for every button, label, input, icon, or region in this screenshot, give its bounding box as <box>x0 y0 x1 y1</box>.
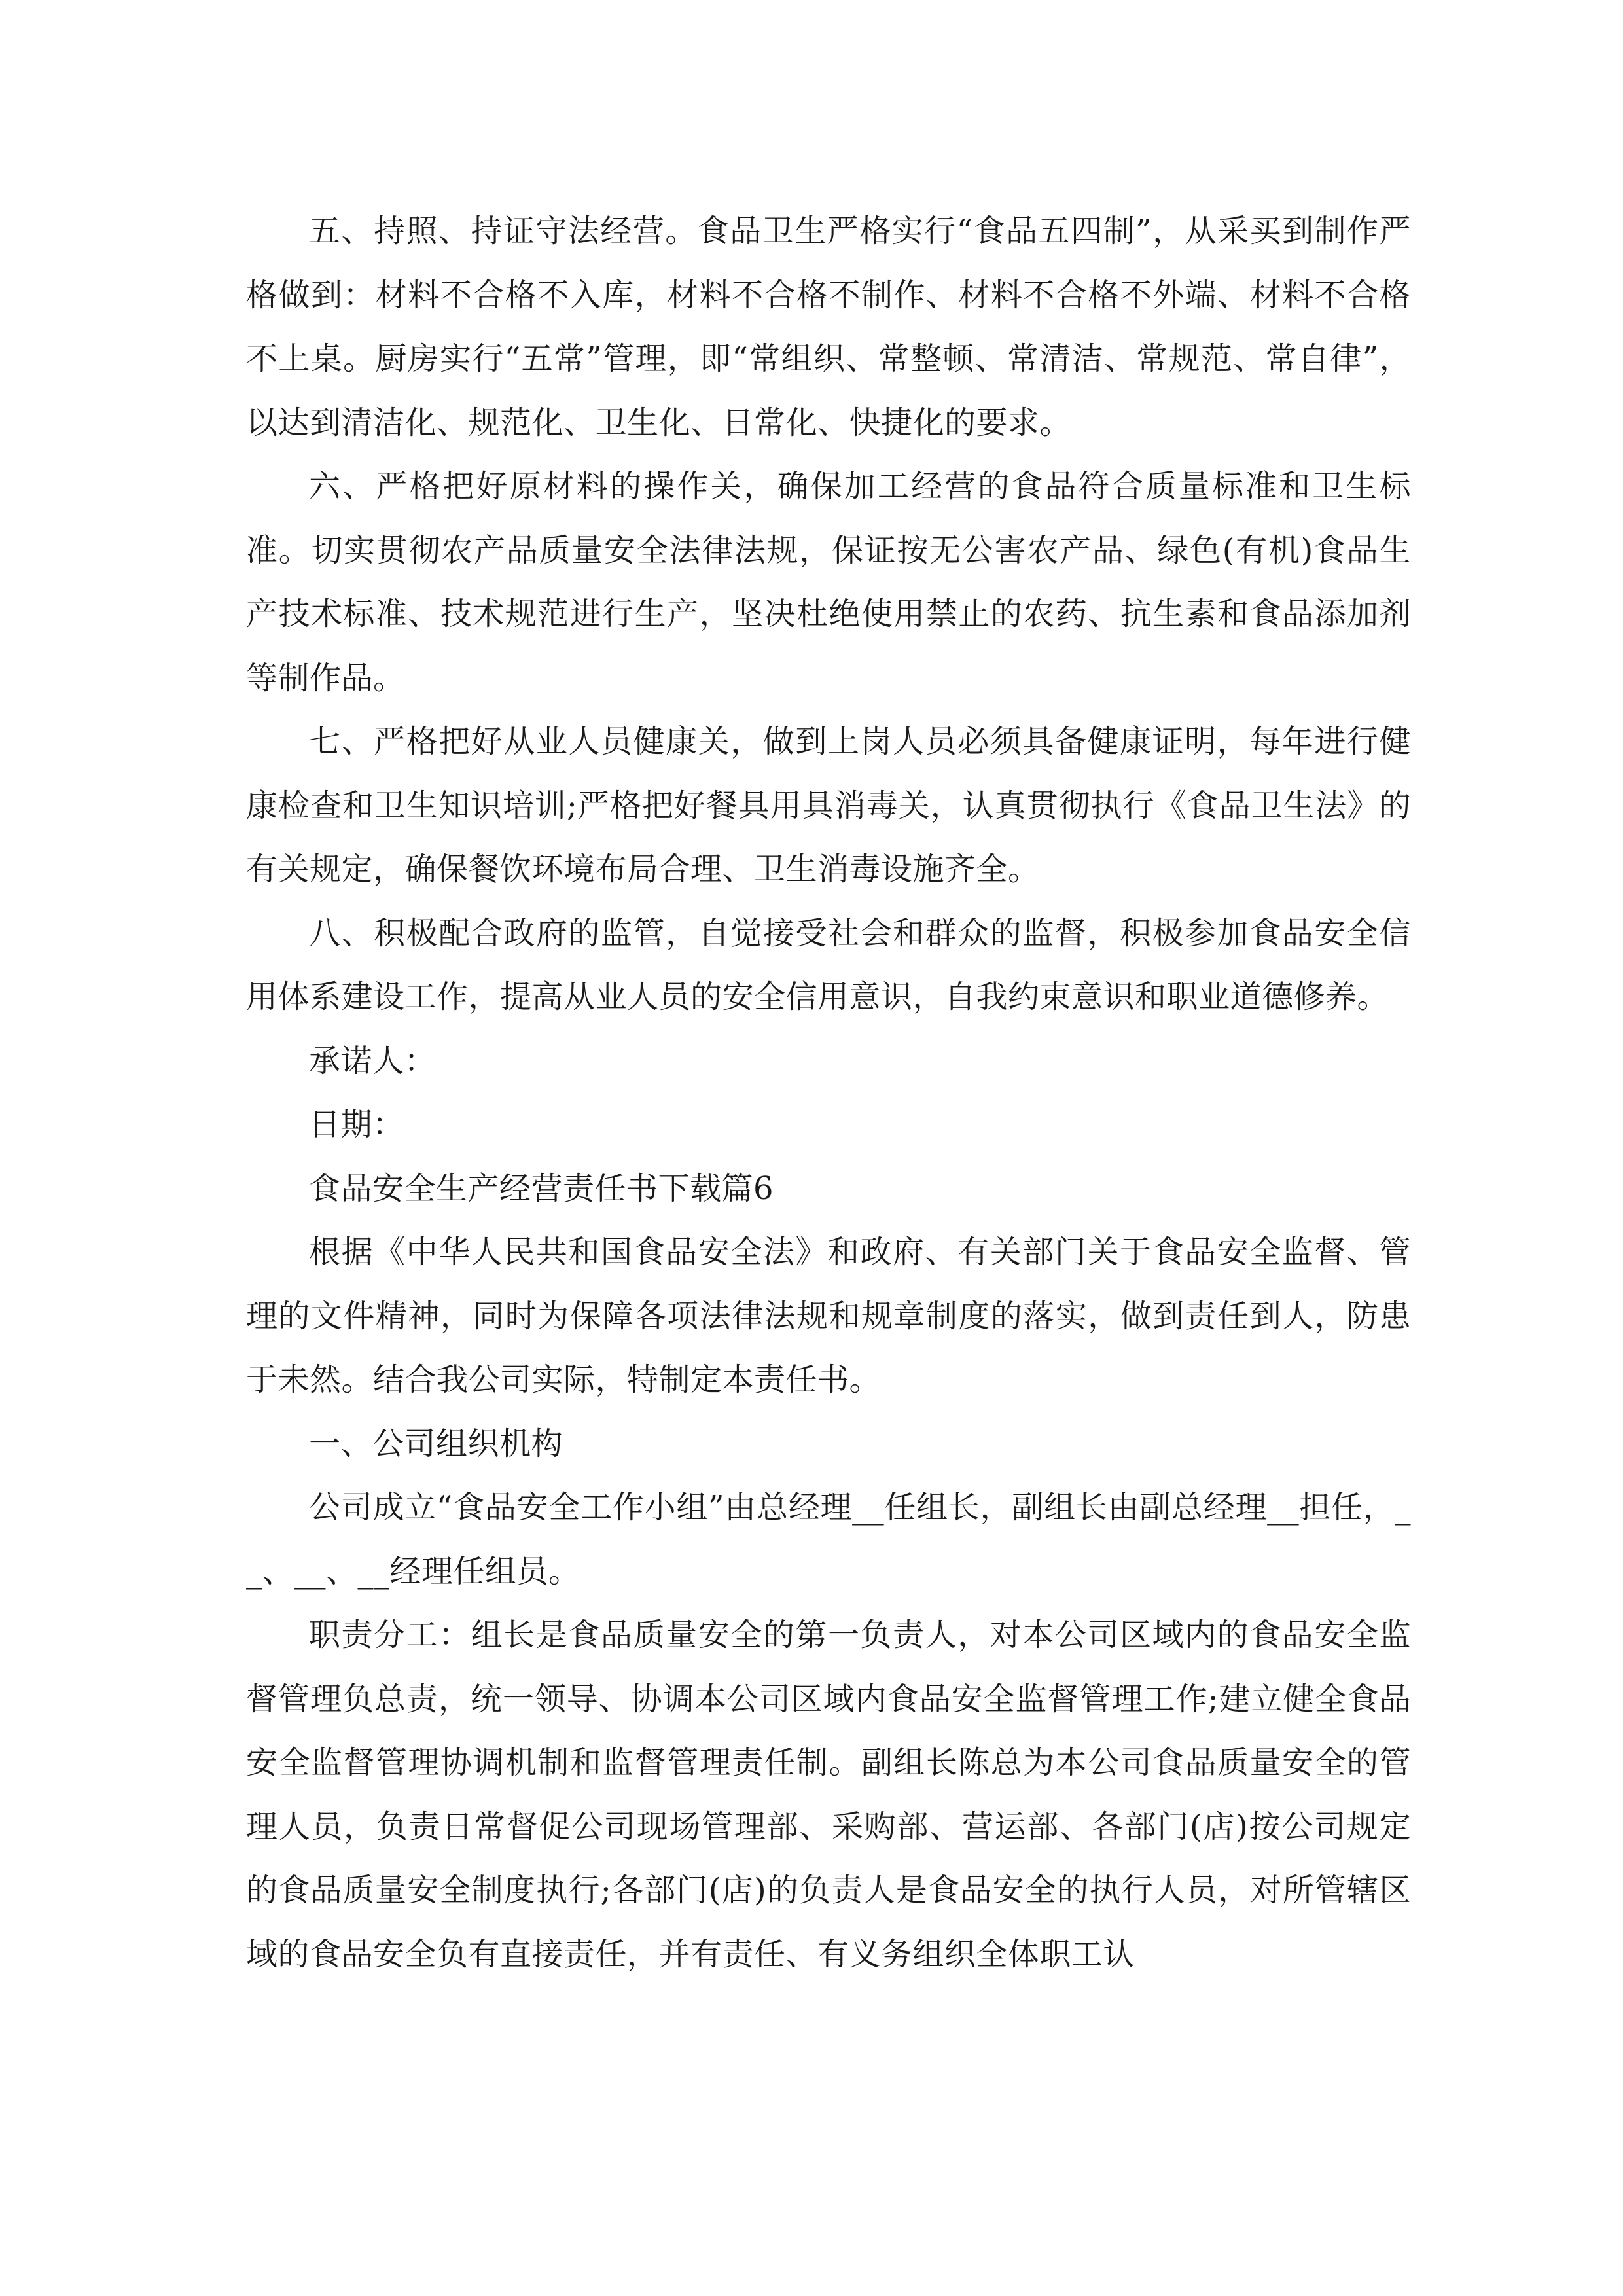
document-body <box>246 200 1411 1986</box>
paragraph-item-8: 八、积极配合政府的监管，自觉接受社会和群众的监督，积极参加食品安全信用体系建设工作，提高从业人员的安全信用意识，自我约束意识和职业道德修养。 <box>246 914 1411 1015</box>
intro-paragraph: 根据《中华人民共和国食品安全法》和政府、有关部门关于食品安全监督、管理的文件精神，同时为保障各项法律法规和规章制度的落实，做到责任到人，防患于未然。结合我公司实际，特制定本责任书。 <box>246 1234 1411 1398</box>
section-title: 食品安全生产经营责任书下载篇6 <box>309 1170 774 1207</box>
paragraph-item-7: 七、严格把好从业人员健康关，做到上岗人员必须具备健康证明，每年进行健康检查和卫生知识培训;严格把好餐具用具消毒关，认真贯彻执行《食品卫生法》的有关规定，确保餐饮环境布局合理、卫生消毒设施齐全。 <box>246 723 1411 888</box>
paragraph-item-6: 六、严格把好原材料的操作关，确保加工经营的食品符合质量标准和卫生标准。切实贯彻农产品质量安全法律法规，保证按无公害农产品、绿色(有机)食品生产技术标准、技术规范进行生产，坚决杜绝使用禁止的农药、抗生素和食品添加剂等制作品。 <box>246 468 1411 696</box>
date-line: 日期： <box>309 1106 404 1143</box>
promisor-line: 承诺人： <box>309 1042 437 1079</box>
paragraph-item-5: 五、持照、持证守法经营。食品卫生严格实行“食品五四制”，从采买到制作严格做到：材料不合格不入库，材料不合格不制作、材料不合格不外端、材料不合格不上桌。厨房实行“五常”管理，即“常组织、常整顿、常清洁、常规范、常自律”，以达到清洁化、规范化、卫生化、日常化、快捷化的要求。 <box>246 213 1411 441</box>
responsibility-paragraph: 职责分工：组长是食品质量安全的第一负责人，对本公司区域内的食品安全监督管理负总责，统一领导、协调本公司区域内食品安全监督管理工作;建立健全食品安全监督管理协调机制和监督管理责任制。副组长陈总为本公司食品质量安全的管理人员，负责日常督促公司现场管理部、采购部、营运部、各部门(店)按公司规定的食品质量安全制度执行;各部门(店)的负责人是食品安全的执行人员，对所管辖区域的食品安全负有直接责任，并有责任、有义务组织全体职工认 <box>246 1617 1411 1973</box>
organization-paragraph: 公司成立“食品安全工作小组”由总经理__任组长，副组长由副总经理__担任，__、__、__经理任组员。 <box>246 1489 1411 1590</box>
heading-organization: 一、公司组织机构 <box>309 1425 563 1462</box>
